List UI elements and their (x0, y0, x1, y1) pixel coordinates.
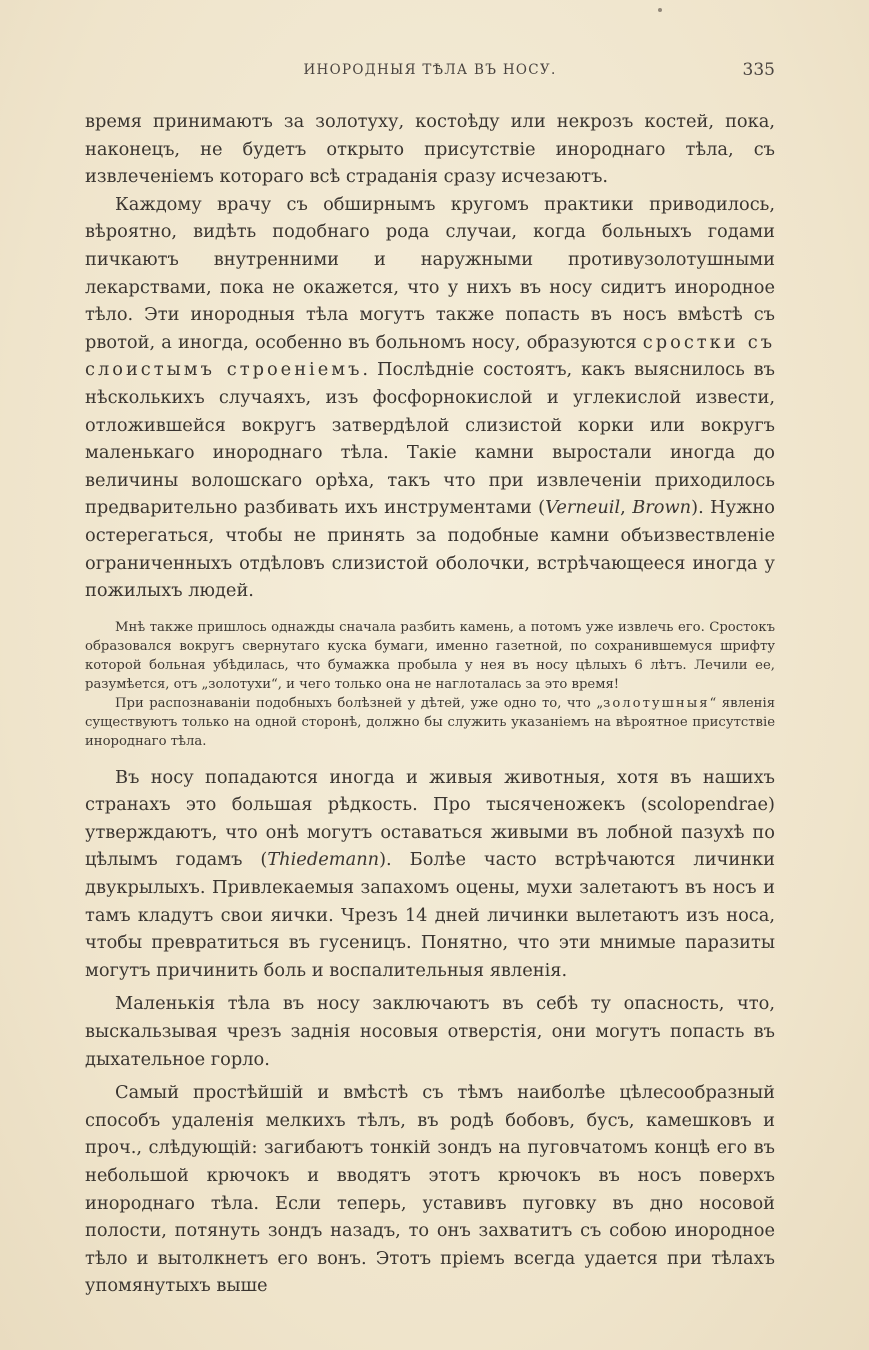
page-number: 335 (742, 60, 775, 80)
paragraph-living-animals (85, 764, 775, 985)
citation-verneuil: Verneuil (545, 497, 621, 519)
page-header (85, 62, 775, 86)
print-speck (658, 8, 662, 12)
text-run: При распознаваніи подобныхъ болѣзней у дѣтей, уже одно то, что „ (115, 695, 604, 711)
paragraph-removal-method: Самый простѣйшій и вмѣстѣ съ тѣмъ наиболѣе цѣлесообразный способъ удаленія мелкихъ тѣлъ, въ родѣ бобовъ, бусъ, камешковъ и проч., слѣдующій: загибаютъ тонкій зондъ на пуговчатомъ концѣ его въ небольшой крючокъ и вводятъ этотъ крючокъ въ носъ поверхъ инороднаго тѣла. Если теперь, уставивъ пуговку въ дно носовой полости, потянуть зондъ назадъ, то онъ захватитъ съ собою инородное тѣло и вытолкнетъ его вонъ. Этотъ пріемъ всегда удается при тѣлахъ упомянутыхъ выше (85, 1082, 775, 1297)
citation-thiedemann: Thiedemann (267, 849, 380, 871)
note-paragraph: Мнѣ также пришлось однажды сначала разбить камень, а потомъ уже извлечь его. Сростокъ образовался вокругъ свернутаго куска бумаги, именно газетной, по сохранившемуся шрифту которой больная убѣдилась, что бумажка пробыла у нея въ носу цѣлыхъ 6 лѣтъ. Лечили ее, разумѣется, отъ „золотухи“, и чего только она не наглоталась за это время! (85, 619, 775, 692)
text-run: “ явленія существуютъ только на одной сторонѣ, должно бы служить указаніемъ на вѣроятное присутствіе инороднаго тѣла. (85, 695, 776, 749)
note-paragraph (85, 694, 775, 751)
text-run: , (620, 497, 633, 519)
text-run: Каждому врачу съ обширнымъ кругомъ практики приводилось, вѣроятно, видѣть подобнаго рода случаи, когда больныхъ годами пичкаютъ внутренними и наружными противузолотушными лекарствами, пока не окажется, что у нихъ въ носу сидитъ инородное тѣло. Эти инородныя тѣла могутъ также попасть въ носъ вмѣстѣ съ рвотой, а иногда, особенно въ больномъ носу, образуются (85, 193, 775, 353)
paragraph-danger: Маленькія тѣла въ носу заключаютъ въ себѣ ту опасность, что, выскальзывая чрезъ заднія носовыя отверстія, они могутъ попасть въ дыхательное горло. (85, 993, 775, 1070)
text-run: Въ носу попадаются иногда и живыя животныя, хотя въ нашихъ странахъ это большая рѣдкость. Про тысяченожекъ (scolopendrae) утверждаютъ, что онѣ могутъ оставаться живыми въ лобной пазухѣ по цѣлымъ годамъ ( (85, 766, 775, 871)
emphasized-term: сростки съ слоистымъ строеніемъ (85, 331, 776, 381)
body-text (85, 108, 775, 1300)
paragraph-continued: время принимаютъ за золотуху, костоѣду или некрозъ костей, пока, наконецъ, не будетъ открыто присутствіе инороднаго тѣла, съ извлеченіемъ котораго всѣ страданія сразу исчезаютъ. (85, 111, 775, 188)
running-title: ИНОРОДНЫЯ ТѢЛА ВЪ НОСУ. (303, 62, 557, 78)
text-run: . Послѣдніе состоятъ, какъ выяснилось въ нѣсколькихъ случаяхъ, изъ фосфорнокислой и углекислой извести, отложившейся вокругъ затвердѣлой слизистой корки или вокругъ маленькаго инороднаго тѣла. Такіе камни выростали иногда до величины волошскаго орѣха, такъ что при извлеченіи приходилось предварительно разбивать ихъ инструментами ( (85, 359, 775, 519)
citation-brown: Brown (632, 497, 692, 519)
emphasized-term: золотушныя (603, 695, 710, 711)
small-print-notes (85, 618, 775, 751)
text-run: ). Болѣе часто встрѣчаются личинки двукрылыхъ. Привлекаемыя запахомъ оцены, мухи залетаютъ въ носъ и тамъ кладутъ свои яички. Чрезъ 14 дней личинки вылетаютъ изъ носа, чтобы превратиться въ гусеницъ. Понятно, что эти мнимые паразиты могутъ причинить боль и воспалительныя явленія. (85, 849, 775, 981)
text-run: ). Нужно остерегаться, чтобы не принять за подобные камни объизвествленіе ограниченныхъ отдѣловъ слизистой оболочки, встрѣчающееся иногда у пожилыхъ людей. (85, 497, 775, 602)
paragraph-foreign-bodies-cases (85, 191, 775, 605)
